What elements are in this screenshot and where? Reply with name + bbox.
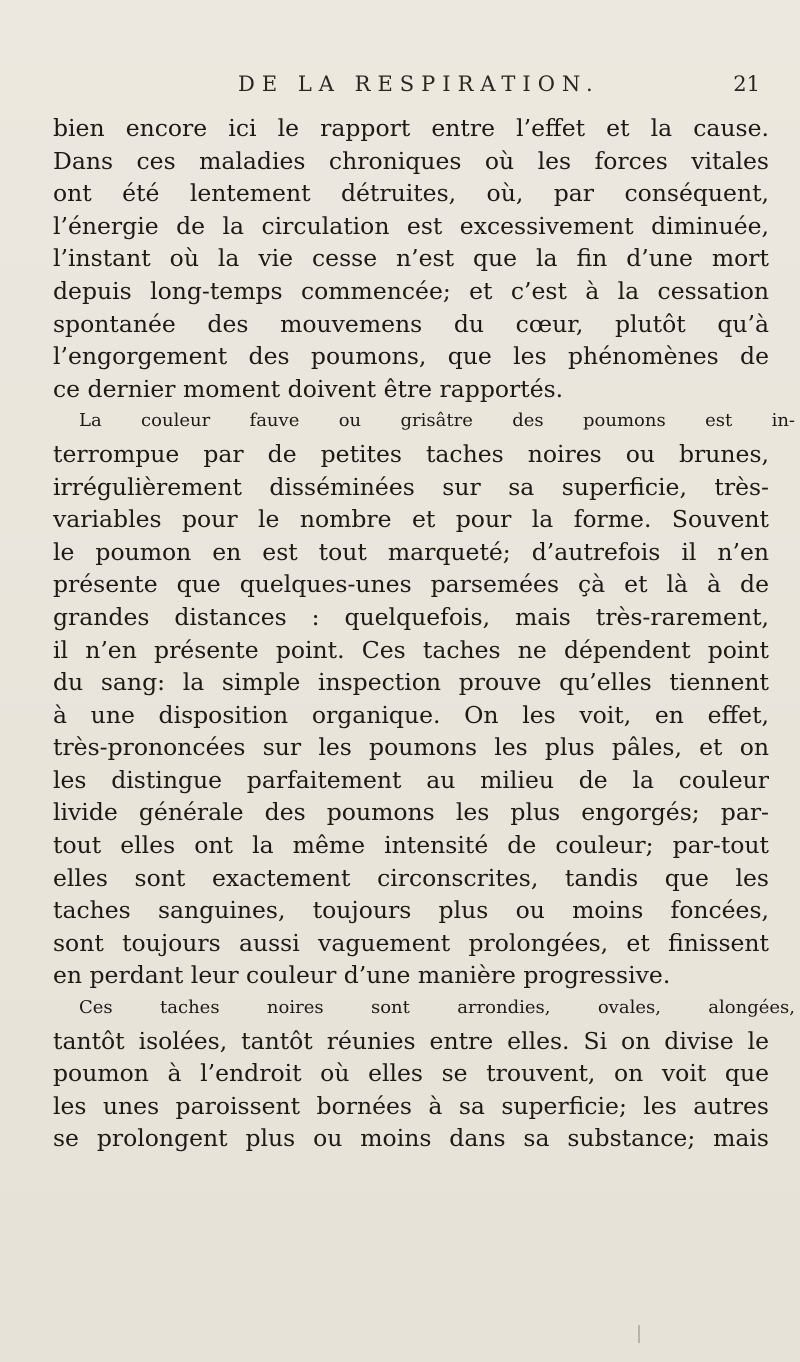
page-header — [30, 72, 770, 102]
text-line: les unes paroissent bornées à sa superficie; les autres — [53, 1091, 769, 1120]
text-line: livide générale des poumons les plus engorgés; par- — [53, 798, 769, 827]
body-text — [53, 112, 795, 1155]
text-line: variables pour le nombre et pour la forme. Souvent — [53, 505, 769, 534]
text-line: du sang: la simple inspection prouve qu’elles tiennent — [53, 668, 769, 697]
text-line: se prolongent plus ou moins dans sa substance; mais — [53, 1124, 769, 1153]
text-line: ce dernier moment doivent être rapportés. — [53, 374, 564, 403]
running-head: DE LA RESPIRATION. — [238, 72, 600, 96]
text-line: à une disposition organique. On les voit, en effet, — [53, 700, 769, 729]
page-number: 21 — [733, 72, 760, 96]
text-line: bien encore ici le rapport entre l’effet et la cause. — [53, 114, 769, 142]
text-line: tout elles ont la même intensité de couleur; par-tout — [53, 831, 769, 860]
text-line: les distingue parfaitement au milieu de la couleur — [53, 765, 769, 794]
text-line: grandes distances : quelquefois, mais très-rarement, — [53, 602, 769, 631]
text-line: très-prononcées sur les poumons les plus pâles, et on — [53, 733, 769, 762]
text-line: elles sont exactement circonscrites, tandis que les — [53, 863, 769, 892]
text-line: irrégulièrement disséminées sur sa superficie, très- — [53, 472, 769, 501]
text-line: l’engorgement des poumons, que les phénomènes de — [53, 342, 769, 371]
text-line: La couleur fauve ou grisâtre des poumons est in- — [79, 410, 795, 432]
text-line: l’instant où la vie cesse n’est que la fin d’une mort — [53, 244, 769, 273]
text-line: Dans ces maladies chroniques où les forces vitales — [53, 146, 769, 175]
text-line: le poumon en est tout marqueté; d’autrefois il n’en — [53, 537, 769, 566]
print-mark — [638, 1325, 640, 1343]
text-line: spontanée des mouvemens du cœur, plutôt qu’à — [53, 309, 769, 338]
text-line: terrompue par de petites taches noires ou brunes, — [53, 439, 769, 468]
text-line: il n’en présente point. Ces taches ne dépendent point — [53, 635, 769, 664]
text-line: poumon à l’endroit où elles se trouvent, on voit que — [53, 1059, 769, 1088]
text-line: en perdant leur couleur d’une manière progressive. — [53, 961, 671, 990]
text-line: présente que quelques-unes parsemées çà et là à de — [53, 570, 769, 599]
text-line: l’énergie de la circulation est excessivement diminuée, — [53, 211, 769, 240]
text-line: taches sanguines, toujours plus ou moins foncées, — [53, 896, 769, 925]
text-line: sont toujours aussi vaguement prolongées, et finissent — [53, 928, 769, 957]
text-line: Ces taches noires sont arrondies, ovales, alongées, — [79, 997, 795, 1019]
text-line: ont été lentement détruites, où, par conséquent, — [53, 179, 769, 208]
text-line: depuis long-temps commencée; et c’est à la cessation — [53, 276, 769, 305]
text-line: tantôt isolées, tantôt réunies entre elles. Si on divise le — [53, 1026, 769, 1055]
